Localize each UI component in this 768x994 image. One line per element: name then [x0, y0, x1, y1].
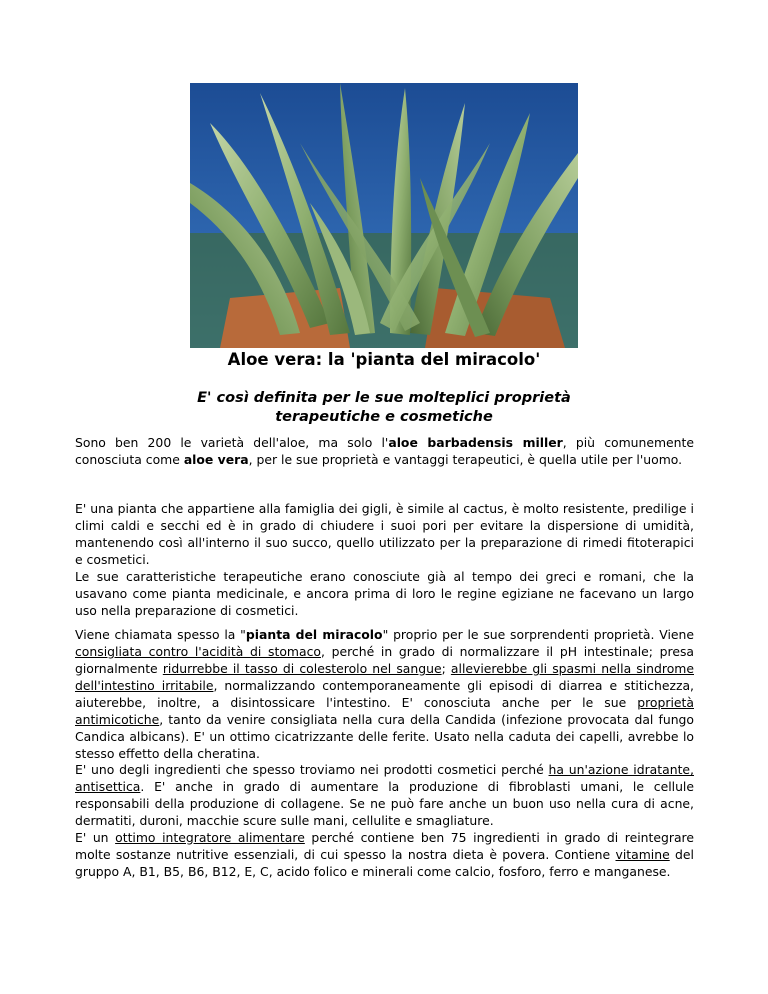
paragraph-cosmetics — [75, 761, 694, 880]
paragraph-text: , più comunemente conosciuta come — [75, 435, 695, 467]
link-antifungal[interactable]: proprietà antimicotiche — [75, 695, 694, 727]
paragraph-text: del gruppo A, B1, B5, B6, B12, E, C, acido folico e minerali come calcio, fosforo, ferro e manganese. — [75, 847, 694, 879]
paragraph-description: E' una pianta che appartiene alla famiglia dei gigli, è simile al cactus, è molto resistente, predilige i climi caldi e secchi ed è in grado di chiudere i suoi pori per evitare la dispersione di umidità, mantenendo così all'interno il suo succo, quello utilizzato per la preparazione di rimedi fitoterapici e cosmetici. — [75, 501, 694, 567]
paragraph-text: E' uno degli ingredienti che spesso troviamo nei prodotti cosmetici perché — [75, 762, 549, 777]
link-stomach-acidity[interactable]: consigliata contro l'acidità di stomaco — [75, 644, 321, 659]
subtitle-line-1: E' così definita per le sue molteplici proprietà — [197, 390, 571, 406]
paragraph-varieties — [75, 434, 694, 468]
paragraph-text: E' un — [75, 830, 116, 845]
paragraph-history: Le sue caratteristiche terapeutiche erano conosciute già al tempo dei greci e romani, che la usavano come pianta medicinale, e ancora prima di loro le regine egiziane ne facevano un largo uso nella preparazione di cosmetici. — [75, 569, 694, 618]
page-title: Aloe vera: la 'pianta del miracolo' — [227, 350, 541, 369]
paragraph-text: , tanto da venire consigliata nella cura della Candida (infezione provocata dal fungo Candica albicans). E' un ottimo cicatrizzante delle ferite. Usato nella caduta dei capelli, avrebbe lo stesso effetto della cheratina. — [75, 712, 694, 761]
paragraph-text: Viene chiamata spesso la " — [75, 627, 246, 642]
paragraph-text: Sono ben 200 le varietà dell'aloe, ma solo l' — [75, 435, 389, 450]
link-moisturizing[interactable]: ha un'azione idratante, antisettica — [75, 762, 694, 794]
link-cholesterol[interactable]: ridurrebbe il tasso di colesterolo nel sangue — [162, 661, 442, 676]
link-irritable-bowel[interactable]: allevierebbe gli spasmi nella sindrome dell'intestino irritabile — [75, 661, 694, 693]
bold-term: aloe barbadensis miller — [388, 435, 563, 450]
page-subtitle — [150, 389, 618, 427]
bold-term: aloe vera — [183, 452, 249, 467]
aloe-plant-illustration — [190, 83, 578, 348]
subtitle-line-2: terapeutiche e cosmetiche — [275, 409, 493, 425]
paragraph-text: , per le sue proprietà e vantaggi terapeutici, è quella utile per l'uomo. — [248, 452, 683, 467]
bold-term: pianta del miracolo — [245, 627, 383, 642]
aloe-vera-photo — [190, 83, 578, 348]
link-vitamins[interactable]: vitamine — [615, 847, 670, 862]
paragraph-text: ; — [441, 661, 451, 676]
paragraph-text: . E' anche in grado di aumentare la produzione di fibroblasti umani, le cellule responsabili della produzione di collagene. Se ne può fare anche un buon uso nella cura di acne, dermatiti, duroni, macchie scure sulle mani, cellulite e smagliature. — [75, 779, 694, 828]
paragraph-text: perché contiene ben 75 ingredienti in grado di reintegrare molte sostanze nutritive essenziali, di cui spesso la nostra dieta è povera. Contiene — [75, 830, 694, 862]
link-food-supplement[interactable]: ottimo integratore alimentare — [115, 830, 305, 845]
paragraph-text: " proprio per le sue sorprendenti proprietà. Viene — [382, 627, 694, 642]
paragraph-text: , normalizzando contemporaneamente gli episodi di diarrea e stitichezza, aiuterebbe, inoltre, a disintossicare l'intestino. E' conosciuta anche per le sue — [75, 678, 694, 710]
paragraph-properties — [75, 626, 694, 762]
paragraph-text: , perché in grado di normalizzare il pH intestinale; presa giornalmente — [75, 644, 694, 676]
